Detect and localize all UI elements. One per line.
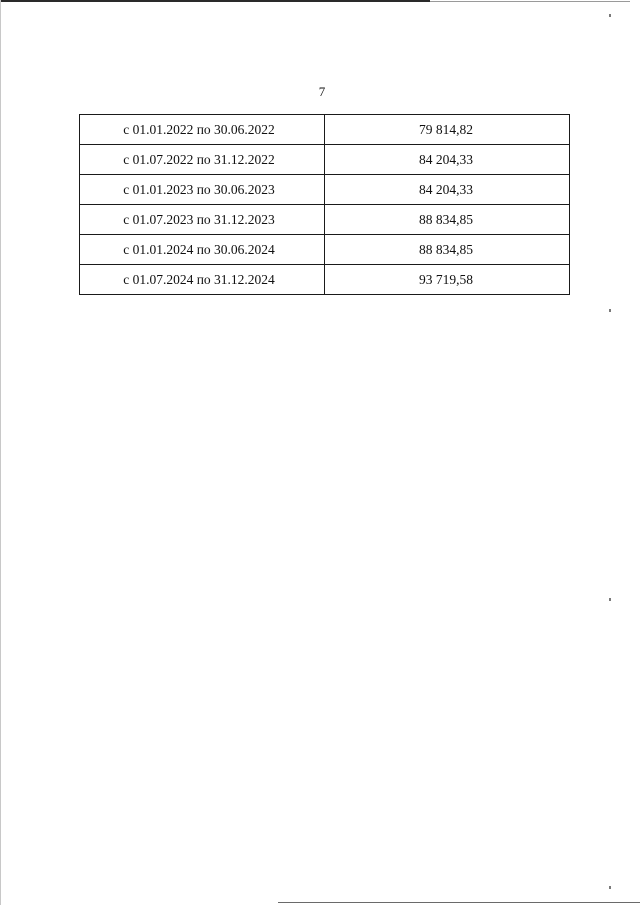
table-row [80, 175, 570, 205]
table-row [80, 265, 570, 295]
scan-top-edge-thin [430, 1, 630, 2]
scan-speck [609, 598, 611, 601]
scan-bottom-edge [278, 902, 640, 903]
period-cell [80, 115, 325, 145]
amount-text: 84 204,33 [419, 151, 473, 167]
amount-cell [325, 145, 570, 175]
period-text: с 01.01.2022 по 30.06.2022 [123, 121, 275, 137]
period-text: с 01.07.2023 по 31.12.2023 [123, 211, 275, 227]
period-cell [80, 145, 325, 175]
amount-text: 88 834,85 [419, 211, 473, 227]
amount-cell [325, 205, 570, 235]
amount-cell [325, 235, 570, 265]
period-text: с 01.01.2024 по 30.06.2024 [123, 241, 275, 257]
scan-speck [609, 14, 611, 17]
table-row [80, 115, 570, 145]
scan-speck [609, 309, 611, 312]
amount-cell [325, 265, 570, 295]
amount-cell [325, 115, 570, 145]
period-cell [80, 205, 325, 235]
table-row [80, 145, 570, 175]
rates-table [79, 114, 570, 295]
amount-text: 93 719,58 [419, 271, 473, 287]
period-text: с 01.07.2024 по 31.12.2024 [123, 271, 275, 287]
table-row [80, 235, 570, 265]
amount-text: 88 834,85 [419, 241, 473, 257]
period-text: с 01.07.2022 по 31.12.2022 [123, 151, 275, 167]
amount-text: 79 814,82 [419, 121, 473, 137]
table-row [80, 205, 570, 235]
period-cell [80, 175, 325, 205]
period-cell [80, 235, 325, 265]
page-number: 7 [318, 84, 326, 99]
amount-cell [325, 175, 570, 205]
period-cell [80, 265, 325, 295]
scan-top-edge [0, 0, 430, 2]
period-text: с 01.01.2023 по 30.06.2023 [123, 181, 275, 197]
amount-text: 84 204,33 [419, 181, 473, 197]
scan-left-edge [0, 0, 1, 905]
scan-speck [609, 886, 611, 889]
